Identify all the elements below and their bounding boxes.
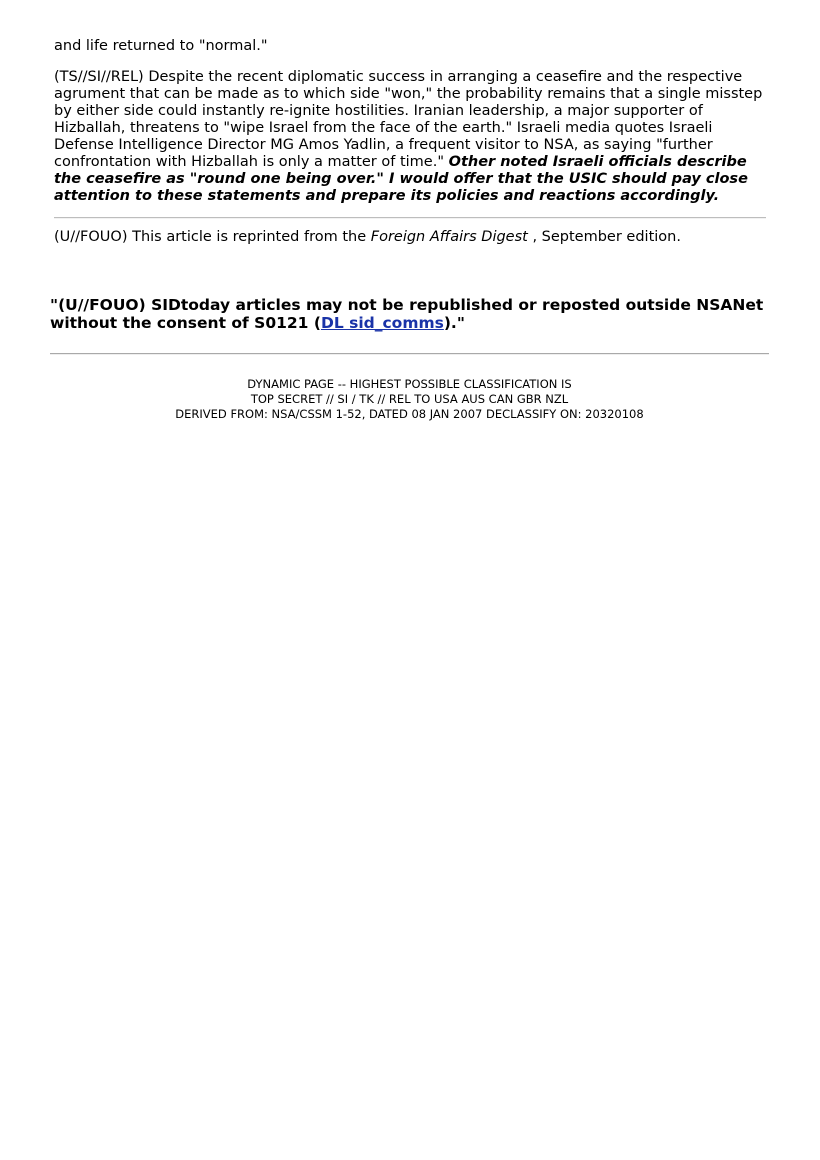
reprint-note	[54, 229, 766, 246]
notice-text-before: "(U//FOUO) SIDtoday articles may not be republished or reposted outside NSANet without the consent of S0121 (	[50, 296, 764, 332]
reprint-prefix: (U//FOUO) This article is reprinted from the	[54, 229, 371, 245]
intro-paragraph: and life returned to "normal."	[54, 38, 268, 54]
classification-line-1: DYNAMIC PAGE -- HIGHEST POSSIBLE CLASSIFICATION IS	[247, 377, 572, 391]
dl-sid-comms-link[interactable]: DL sid_comms	[320, 314, 444, 332]
reprint-suffix: , September edition.	[527, 229, 681, 245]
reprint-publication: Foreign Affairs Digest	[370, 229, 528, 245]
classification-footer	[50, 377, 769, 422]
page-divider	[50, 353, 769, 355]
main-paragraph-emphasis: Other noted Israeli officials describe the ceasefire as "round one being over." I would offer that the USIC should pay close attention to these statements and prepare its policies and reactions accordingly.	[54, 154, 748, 204]
classification-line-3: DERIVED FROM: NSA/CSSM 1-52, DATED 08 JAN 2007 DECLASSIFY ON: 20320108	[175, 407, 644, 421]
republish-notice	[50, 296, 770, 332]
article-divider	[54, 217, 766, 219]
article-body	[54, 38, 766, 246]
notice-text-after: )."	[443, 314, 465, 332]
main-paragraph	[54, 69, 766, 205]
classification-line-2: TOP SECRET // SI / TK // REL TO USA AUS CAN GBR NZL	[250, 392, 569, 406]
main-paragraph-text: (TS//SI//REL) Despite the recent diplomatic success in arranging a ceasefire and the respective agrument that can be made as to which side "won," the probability remains that a single misstep by either side could instantly re-ignite hostilities. Iranian leadership, a major supporter of Hizballah, threatens to "wipe Israel from the face of the earth." Israeli media quotes Israeli Defense Intelligence Director MG Amos Yadlin, a frequent visitor to NSA, as saying "further confrontation with Hizballah is only a matter of time."	[54, 69, 763, 170]
